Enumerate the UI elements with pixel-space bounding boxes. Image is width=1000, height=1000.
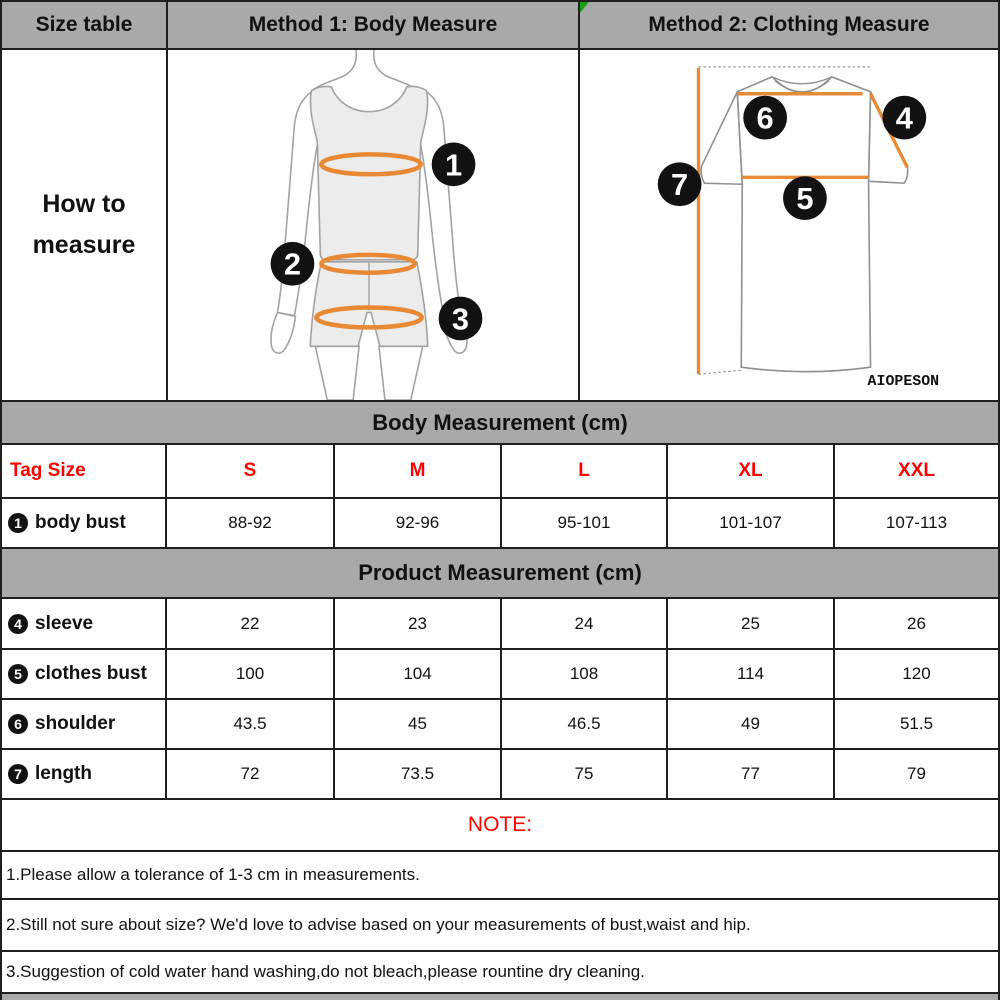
marker-4-badge-small: 4 xyxy=(8,614,28,634)
note-title: NOTE: xyxy=(2,800,998,852)
marker-7-badge-small: 7 xyxy=(8,764,28,784)
note-item-2: 2.Still not sure about size? We'd love to advise based on your measurements of bust,waist and hip. xyxy=(2,900,998,952)
cell-value: 79 xyxy=(907,764,926,783)
marker-5-badge-small: 5 xyxy=(8,664,28,684)
marker-1-badge: 1 xyxy=(444,147,463,183)
green-corner-marker-icon xyxy=(580,2,589,13)
size-s-header: S xyxy=(167,445,335,497)
cell-value: 72 xyxy=(167,750,335,798)
marker-2-badge: 2 xyxy=(283,246,302,282)
how-to-measure-cell: How to measure xyxy=(2,50,168,400)
cell-value: 22 xyxy=(167,599,335,648)
marker-5-badge: 5 xyxy=(796,181,814,217)
product-measurement-title: Product Measurement (cm) xyxy=(2,549,998,599)
body-measure-diagram xyxy=(168,50,580,400)
top-header-row xyxy=(2,2,998,50)
body-measurement-title: Body Measurement (cm) xyxy=(2,402,998,445)
cell-value: 88-92 xyxy=(167,499,335,547)
cell-value: 23 xyxy=(335,599,502,648)
cell-value: 95-101 xyxy=(502,499,668,547)
size-header-row xyxy=(2,445,998,499)
table-row-length xyxy=(2,750,998,800)
cell-value: 24 xyxy=(502,599,668,648)
tshirt-illustration xyxy=(580,50,998,400)
row-label-cell xyxy=(2,499,167,547)
tag-size-header: Tag Size xyxy=(2,445,167,497)
cell-value: 25 xyxy=(668,599,835,648)
method2-header: Method 2: Clothing Measure xyxy=(580,2,998,48)
cell-value: 75 xyxy=(502,750,668,798)
cell-value: 43.5 xyxy=(167,700,335,748)
marker-1-badge-small: 1 xyxy=(8,513,28,533)
cell-value: 120 xyxy=(902,664,931,683)
method1-header: Method 1: Body Measure xyxy=(168,2,580,48)
size-xxl-header: XXL xyxy=(898,460,935,481)
cell-value: 108 xyxy=(502,650,668,698)
cell-value: 107-113 xyxy=(885,513,948,532)
cell-value: 100 xyxy=(167,650,335,698)
table-row-clothes-bust xyxy=(2,650,998,700)
marker-3-badge: 3 xyxy=(451,301,470,337)
illustration-row xyxy=(2,50,998,402)
cell-value: 45 xyxy=(335,700,502,748)
row-label: clothes bust xyxy=(35,663,147,684)
marker-4-badge: 4 xyxy=(895,100,913,136)
cell-value: 104 xyxy=(335,650,502,698)
cell-value: 51.5 xyxy=(899,714,934,733)
row-label-cell xyxy=(2,750,167,798)
size-m-header: M xyxy=(335,445,502,497)
row-label: body bust xyxy=(35,512,126,533)
marker-6-badge-small: 6 xyxy=(8,714,28,734)
row-label-cell xyxy=(2,700,167,748)
cell-value: 114 xyxy=(668,650,835,698)
cell-value: 77 xyxy=(668,750,835,798)
table-row-shoulder xyxy=(2,700,998,750)
table-row-body-bust xyxy=(2,499,998,549)
clothing-measure-diagram xyxy=(580,50,998,400)
note-item-3: 3.Suggestion of cold water hand washing,do not bleach,please rountine dry cleaning. xyxy=(2,952,998,994)
cell-value: 92-96 xyxy=(335,499,502,547)
footer-strip xyxy=(2,994,998,1000)
cell-value: 49 xyxy=(668,700,835,748)
row-label: length xyxy=(35,763,92,784)
row-label: sleeve xyxy=(35,612,94,634)
table-row-sleeve xyxy=(2,599,998,650)
cell-value: 101-107 xyxy=(668,499,835,547)
row-label-cell xyxy=(2,599,167,648)
note-item-1: 1.Please allow a tolerance of 1-3 cm in measurements. xyxy=(2,852,998,900)
size-xl-header: XL xyxy=(668,445,835,497)
marker-7-badge: 7 xyxy=(671,167,689,203)
row-label-cell xyxy=(2,650,167,698)
size-l-header: L xyxy=(502,445,668,497)
row-label: shoulder xyxy=(35,713,116,734)
cell-value: 73.5 xyxy=(335,750,502,798)
size-table-header: Size table xyxy=(2,2,168,48)
cell-value: 46.5 xyxy=(502,700,668,748)
body-figure-illustration xyxy=(168,50,578,400)
brand-text: AIOPESON xyxy=(867,374,940,391)
cell-value: 26 xyxy=(907,613,926,633)
marker-6-badge: 6 xyxy=(756,100,774,136)
